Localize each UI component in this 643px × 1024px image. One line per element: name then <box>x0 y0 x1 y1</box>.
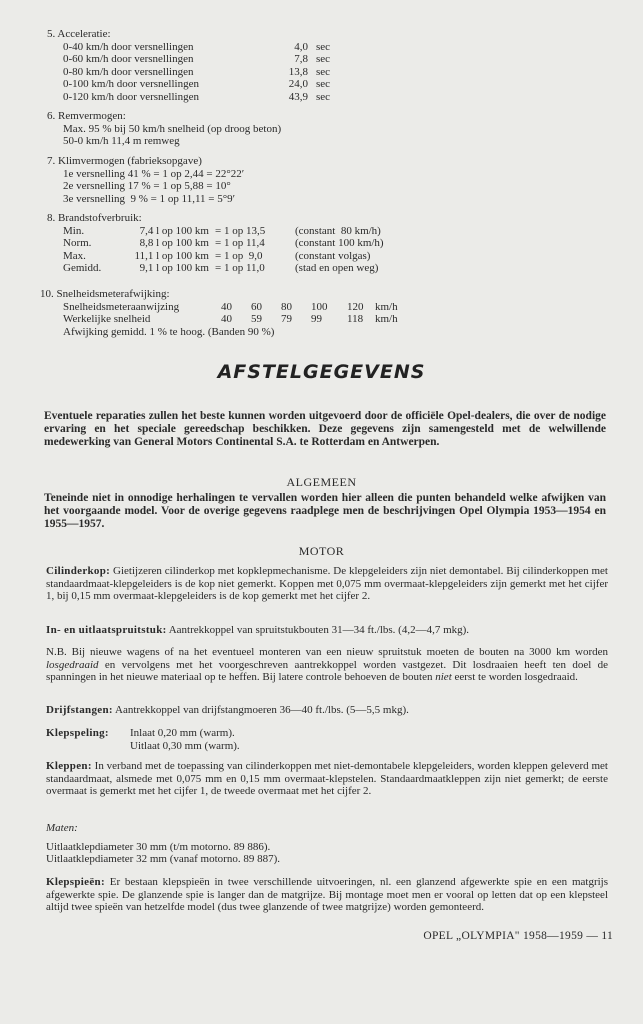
klepspeling-block <box>46 727 608 752</box>
fuel-consumption: 7,4 l op 100 km <box>139 224 209 237</box>
remvermogen-line: 50-0 km/h 11,4 m remweg <box>63 135 180 147</box>
nb-text-1: N.B. Bij nieuwe wagens of na het eventueel monteren van een nieuw spruitstuk moeten de bouten na 3000 km worden <box>46 646 608 658</box>
maten-label: Maten: <box>46 822 78 834</box>
cilinderkop-text: Gietijzeren cilinderkop met kopklepmechanisme. De klepgeleiders zijn niet demontabel. Bij cilinderkoppen met standaardmaat-klepgeleiders is de kop niet gemerkt. Koppen met 0,075 mm overmaat-klepgeleiders zijn gemerkt met het cijfer 1, bij 0,15 mm overmaat-klepgeleiders is de kop gemerkt met het cijfer 2. <box>46 565 608 602</box>
section-5-title: 5. Acceleratie: <box>47 28 111 40</box>
brandstof-table <box>63 225 384 275</box>
accel-unit: sec <box>316 40 331 53</box>
accel-unit: sec <box>316 53 331 65</box>
acceleratie-table <box>63 41 330 104</box>
fuel-ratio: = 1 op 13,5 <box>215 224 266 237</box>
speed-value: 118 <box>347 313 364 325</box>
remvermogen-line: Max. 95 % bij 50 km/h snelheid (op droog beton) <box>63 122 282 135</box>
table-row <box>63 41 330 54</box>
table-row <box>63 237 384 250</box>
klimvermogen-line: 3e versnelling 9 % = 1 op 11,11 = 5°9′ <box>63 192 236 205</box>
section-snelheidsmeterafwijking <box>40 288 610 338</box>
maten-block <box>46 822 608 866</box>
accel-value: 7,8 <box>294 53 308 65</box>
nb-text-3: eerst te worden losgedraaid. <box>451 671 578 683</box>
page-title: AFSTELGEGEVENS <box>217 361 426 383</box>
klepspeling-label: Klepspeling: <box>46 727 109 739</box>
fuel-label: Max. <box>63 249 86 262</box>
fuel-label: Min. <box>63 224 85 237</box>
maten-line: Uitlaatklepdiameter 32 mm (vanaf motorno. 89 887). <box>46 853 280 865</box>
section-10-title: 10. Snelheidsmeterafwijking: <box>40 288 170 300</box>
table-row <box>63 313 398 326</box>
cilinderkop-paragraph <box>46 565 608 603</box>
accel-unit: sec <box>316 90 331 103</box>
nb-paragraph <box>46 646 608 684</box>
fuel-consumption: 8,8 l op 100 km <box>139 237 209 249</box>
klimvermogen-line: 1e versnelling 41 % = 1 op 2,44 = 22°22′ <box>63 167 245 180</box>
page-footer: OPEL „OLYMPIA" 1958—1959 — 11 <box>423 930 613 942</box>
speed-value: 40 <box>221 313 232 325</box>
speed-label: Werkelijke snelheid <box>63 313 151 325</box>
speed-value: 60 <box>251 300 262 313</box>
fuel-condition: (constant volgas) <box>295 249 371 262</box>
speed-value: 120 <box>347 300 364 313</box>
snelheid-note: Afwijking gemidd. 1 % te hoog. (Banden 90 %) <box>63 325 275 338</box>
speed-value: 100 <box>311 300 328 313</box>
speed-unit: km/h <box>375 313 398 325</box>
fuel-label: Norm. <box>63 237 92 249</box>
drijfstangen-paragraph <box>46 704 608 717</box>
fuel-ratio: = 1 op 9,0 <box>215 249 263 262</box>
section-acceleratie <box>47 28 617 103</box>
klepspieen-paragraph <box>46 876 608 914</box>
section-8-title: 8. Brandstofverbruik: <box>47 212 142 224</box>
fuel-ratio: = 1 op 11,0 <box>215 262 265 274</box>
fuel-condition: (constant 80 km/h) <box>295 224 381 237</box>
kleppen-paragraph <box>46 760 608 798</box>
algemeen-heading: ALGEMEEN <box>286 475 357 489</box>
section-klimvermogen <box>47 155 617 205</box>
accel-value: 13,8 <box>288 65 308 78</box>
klepspieen-text: Er bestaan klepspieën in twee verschillende uitvoeringen, nl. een glanzend afgewerkte spie en een matgrijs afgewerkte spie. De glanzende spie is langer dan de matgrijze. Bij montage moet men er vooral op letten dat op een klepsteel altijd twee spieën van hetzelfde model (dus twee glanzende of twee matgrijze) worden gemonteerd. <box>46 876 609 913</box>
speed-unit: km/h <box>375 300 398 313</box>
speed-label: Snelheidsmeteraanwijzing <box>63 300 180 313</box>
spruitstuk-label: In- en uitlaatspruitstuk: <box>46 624 167 636</box>
accel-value: 24,0 <box>288 78 308 90</box>
drijfstangen-text: Aantrekkoppel van drijfstangmoeren 36—40 ft./lbs. (5—5,5 mkg). <box>115 704 409 716</box>
fuel-consumption: 9,1 l op 100 km <box>139 262 209 274</box>
table-row <box>63 78 330 91</box>
table-row <box>63 91 330 104</box>
accel-value: 4,0 <box>294 40 308 53</box>
kleppen-text: In verband met de toepassing van cilinderkoppen met niet-demontabele klepgeleiders, worden kleppen geleverd met standaardmaat, alsmede met 0,075 mm en 0,15 mm overmaat-klepstelen. Standaardmaatkleppen zijn niet gemerkt; de eerste overmaat is gemerkt met het cijfer 1, de tweede overmaat met het cijfer 2. <box>46 760 608 797</box>
nb-italic-1: losgedraaid <box>46 658 99 671</box>
klimvermogen-line: 2e versnelling 17 % = 1 op 5,88 = 10° <box>63 180 231 192</box>
accel-unit: sec <box>316 65 331 78</box>
table-row <box>63 66 330 79</box>
nb-text-2: en vervolgens met het voorgeschreven aantrekkoppel worden vastgezet. Dit losdraaien heeft ten doel de spanningen in het nieuwe materiaal op te heffen. Bij latere controle behoeven de bouten <box>46 658 608 683</box>
algemeen-paragraph: Teneinde niet in onnodige herhalingen te vervallen worden hier alleen die punten behandeld welke afwijken van het voorgaande model. Voor de overige gegevens raadplege men de beschrijvingen Opel Olympia 1953—1954 en 1955—1957. <box>44 492 606 530</box>
klepspieen-label: Klepspieën: <box>46 876 105 888</box>
section-7-title: 7. Klimvermogen (fabrieksopgave) <box>47 155 202 167</box>
fuel-condition: (constant 100 km/h) <box>295 237 384 249</box>
speed-value: 99 <box>311 313 322 325</box>
table-row <box>63 53 330 66</box>
speed-value: 79 <box>281 313 292 325</box>
kleppen-label: Kleppen: <box>46 760 92 772</box>
spruitstuk-text: Aantrekkoppel van spruitstukbouten 31—34 ft./lbs. (4,2—4,7 mkg). <box>168 624 470 636</box>
section-remvermogen <box>47 110 617 148</box>
speed-value: 59 <box>251 313 262 325</box>
cilinderkop-label: Cilinderkop: <box>46 565 111 577</box>
table-row <box>63 262 384 275</box>
fuel-condition: (stad en open weg) <box>295 262 379 274</box>
section-brandstofverbruik <box>47 212 617 275</box>
accel-label: 0-60 km/h door versnellingen <box>63 53 194 65</box>
fuel-ratio: = 1 op 11,4 <box>215 237 265 249</box>
klepspeling-inlaat: Inlaat 0,20 mm (warm). <box>130 727 235 739</box>
motor-heading: MOTOR <box>298 544 345 558</box>
speed-value: 40 <box>221 300 232 313</box>
intro-paragraph: Eventuele reparaties zullen het beste kunnen worden uitgevoerd door de officiële Opel-dealers, die over de nodige ervaring en het speciale gereedschap beschikken. Deze gegevens zijn samengesteld met de welwillende medewerking van General Motors Continental S.A. te Rotterdam en Antwerpen. <box>44 410 606 448</box>
snelheid-table <box>63 301 398 326</box>
section-6-title: 6. Remvermogen: <box>47 110 126 122</box>
nb-italic-2: niet <box>435 671 452 683</box>
accel-label: 0-100 km/h door versnellingen <box>63 78 199 90</box>
accel-value: 43,9 <box>288 90 308 103</box>
table-row <box>63 250 384 263</box>
accel-label: 0-80 km/h door versnellingen <box>63 65 194 78</box>
speed-value: 80 <box>281 300 292 313</box>
table-row <box>63 301 398 314</box>
table-row <box>63 225 384 238</box>
accel-label: 0-40 km/h door versnellingen <box>63 40 194 53</box>
fuel-consumption: 11,1 l op 100 km <box>134 249 209 262</box>
klepspeling-uitlaat: Uitlaat 0,30 mm (warm). <box>130 739 240 752</box>
fuel-label: Gemidd. <box>63 262 102 274</box>
accel-unit: sec <box>316 78 331 90</box>
spruitstuk-paragraph <box>46 624 608 637</box>
maten-line: Uitlaatklepdiameter 30 mm (t/m motorno. 89 886). <box>46 840 271 853</box>
drijfstangen-label: Drijfstangen: <box>46 704 113 716</box>
accel-label: 0-120 km/h door versnellingen <box>63 90 199 103</box>
